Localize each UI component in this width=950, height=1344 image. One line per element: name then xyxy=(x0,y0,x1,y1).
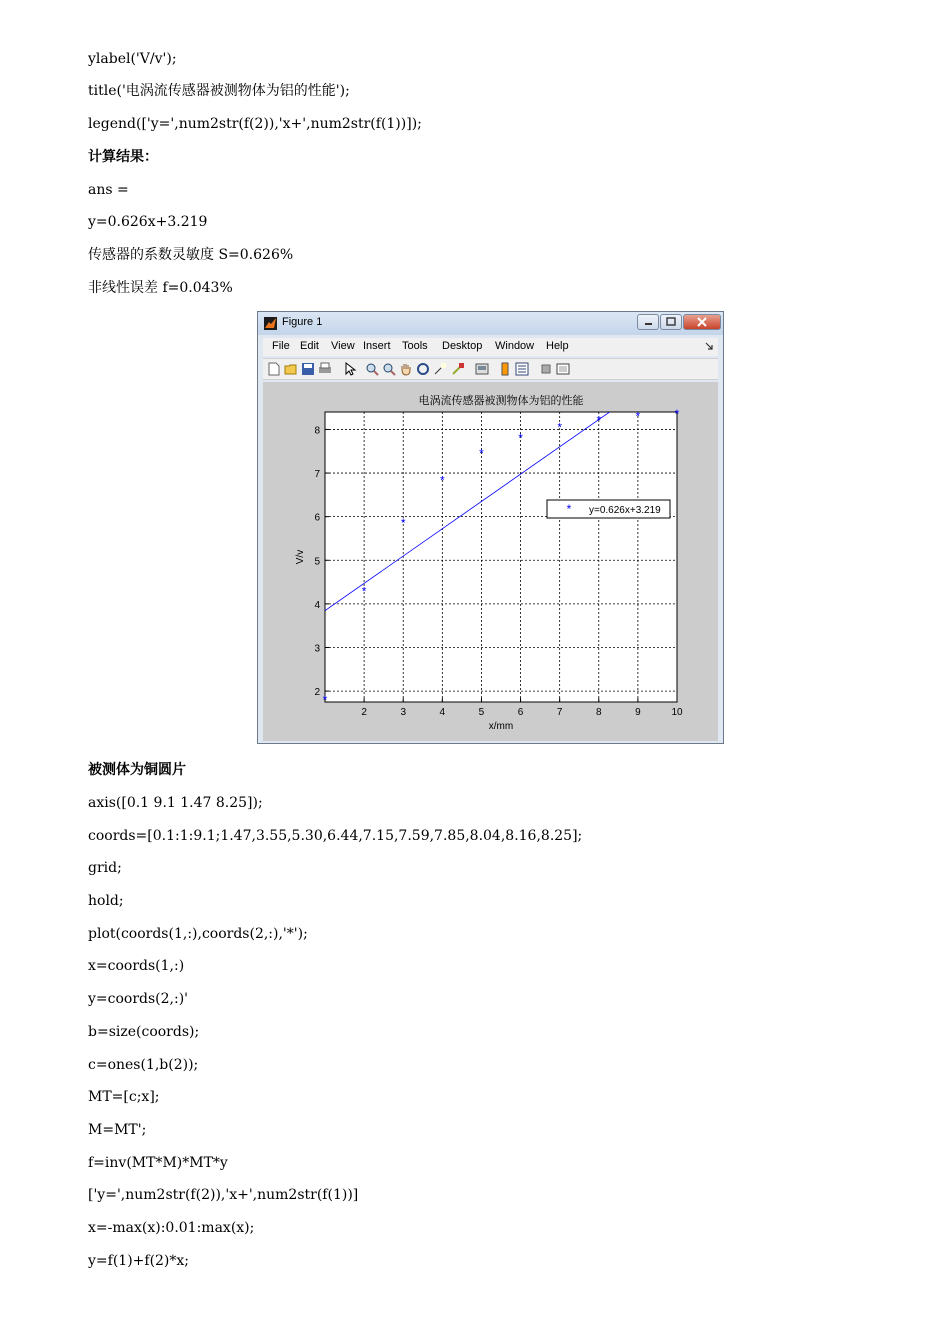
code-line: y=f(1)+f(2)*x; xyxy=(88,1253,190,1269)
x-tick-label: 3 xyxy=(400,707,407,718)
result-line: 传感器的系数灵敏度 S=0.626% xyxy=(88,247,294,263)
result-heading: 计算结果： xyxy=(88,149,158,165)
y-tick-label: 3 xyxy=(314,643,320,655)
rotate-icon[interactable] xyxy=(416,362,430,376)
menu-desktop[interactable]: Desktop xyxy=(442,340,483,352)
x-tick-label: 7 xyxy=(556,707,563,718)
dock-arrow-icon[interactable] xyxy=(705,342,714,351)
zoom-in-icon[interactable] xyxy=(365,362,379,376)
figure-window xyxy=(257,311,724,744)
minimize-button[interactable] xyxy=(637,314,659,330)
x-tick-label: 2 xyxy=(361,707,367,718)
open-folder-icon[interactable] xyxy=(284,362,298,376)
code-line: axis([0.1 9.1 1.47 8.25]); xyxy=(88,795,263,811)
data-cursor-icon[interactable] xyxy=(433,362,447,376)
legend-icon[interactable] xyxy=(515,362,529,376)
y-tick-label: 5 xyxy=(314,556,320,568)
menu-view[interactable]: View xyxy=(331,340,355,352)
menu-edit[interactable]: Edit xyxy=(300,340,319,352)
y-tick-label: 7 xyxy=(314,469,320,481)
hide-plot-tools-icon[interactable] xyxy=(539,362,553,376)
code-line: coords=[0.1:1:9.1;1.47,3.55,5.30,6.44,7.15,7.59,7.85,8.04,8.16,8.25]; xyxy=(88,828,583,844)
code-line: M=MT'; xyxy=(88,1122,147,1138)
data-point: * xyxy=(557,420,563,435)
menu-bar xyxy=(263,338,718,356)
x-axis-label: x/mm xyxy=(488,721,514,732)
save-icon[interactable] xyxy=(301,362,315,376)
data-point: * xyxy=(635,409,641,424)
chart-title: 电涡流传感器被测物体为铝的性能 xyxy=(418,395,584,407)
y-axis-label: V/v xyxy=(295,549,306,565)
code-line: hold; xyxy=(88,893,124,909)
window-titlebar[interactable] xyxy=(258,312,723,335)
x-tick-label: 5 xyxy=(478,707,485,718)
code-line: c=ones(1,b(2)); xyxy=(88,1057,199,1073)
code-line: y=coords(2,:)' xyxy=(88,991,189,1007)
code-line: title('电涡流传感器被测物体为铝的性能'); xyxy=(88,83,350,99)
menu-window[interactable]: Window xyxy=(495,340,535,352)
show-plot-tools-icon[interactable] xyxy=(556,362,570,376)
data-point: * xyxy=(322,692,328,707)
section-heading: 被测体为铜圆片 xyxy=(88,762,186,778)
x-tick-label: 4 xyxy=(439,707,446,718)
legend-label: y=0.626x+3.219 xyxy=(589,505,661,516)
legend-marker: * xyxy=(566,502,572,516)
zoom-out-icon[interactable] xyxy=(382,362,396,376)
data-point: * xyxy=(518,431,523,446)
maximize-button[interactable] xyxy=(660,314,682,330)
x-tick-label: 8 xyxy=(595,707,602,718)
result-line: ans = xyxy=(88,182,129,198)
pan-hand-icon[interactable] xyxy=(399,362,413,376)
code-line: x=coords(1,:) xyxy=(88,958,185,974)
menu-insert[interactable]: Insert xyxy=(363,340,391,352)
code-line: legend(['y=',num2str(f(2)),'x+',num2str(f(1))]); xyxy=(88,116,422,132)
result-line: 非线性误差 f=0.043% xyxy=(88,280,233,296)
pointer-icon[interactable] xyxy=(343,362,357,376)
figure-toolbar xyxy=(263,358,718,380)
data-point: * xyxy=(479,446,484,461)
code-line: x=-max(x):0.01:max(x); xyxy=(88,1220,255,1236)
matlab-logo-icon xyxy=(264,317,277,330)
code-line: ylabel('V/v'); xyxy=(88,51,177,67)
x-tick-label: 6 xyxy=(517,707,524,718)
y-tick-label: 2 xyxy=(314,687,320,699)
plot-area xyxy=(263,382,718,741)
x-tick-label: 10 xyxy=(671,707,683,718)
window-title: Figure 1 xyxy=(282,316,323,328)
chart-svg xyxy=(263,382,718,741)
menu-help[interactable]: Help xyxy=(546,340,569,352)
code-line: grid; xyxy=(88,860,122,876)
data-point: * xyxy=(361,584,367,599)
axes-background xyxy=(325,412,677,702)
code-line: MT=[c;x]; xyxy=(88,1089,160,1105)
brush-icon[interactable] xyxy=(451,362,465,376)
link-icon[interactable] xyxy=(475,362,489,376)
menu-tools[interactable]: Tools xyxy=(402,340,428,352)
menu-file[interactable]: File xyxy=(272,340,290,352)
y-tick-label: 8 xyxy=(314,425,320,437)
data-point: * xyxy=(674,407,680,422)
new-file-icon[interactable] xyxy=(267,362,281,376)
result-line: y=0.626x+3.219 xyxy=(88,214,208,230)
code-line: b=size(coords); xyxy=(88,1024,200,1040)
x-tick-label: 9 xyxy=(635,707,641,718)
maximize-icon xyxy=(661,315,681,329)
y-tick-label: 6 xyxy=(314,512,320,524)
close-button[interactable] xyxy=(683,314,721,330)
data-point: * xyxy=(439,473,445,488)
data-point: * xyxy=(400,516,406,531)
minimize-icon xyxy=(638,315,658,329)
code-line: ['y=',num2str(f(2)),'x+',num2str(f(1))] xyxy=(88,1187,359,1203)
y-tick-label: 4 xyxy=(314,599,320,611)
print-icon[interactable] xyxy=(318,362,332,376)
code-line: plot(coords(1,:),coords(2,:),'*'); xyxy=(88,926,308,942)
close-icon xyxy=(684,315,720,329)
data-point: * xyxy=(596,413,602,428)
colorbar-icon[interactable] xyxy=(498,362,512,376)
code-line: f=inv(MT*M)*MT*y xyxy=(88,1155,228,1171)
